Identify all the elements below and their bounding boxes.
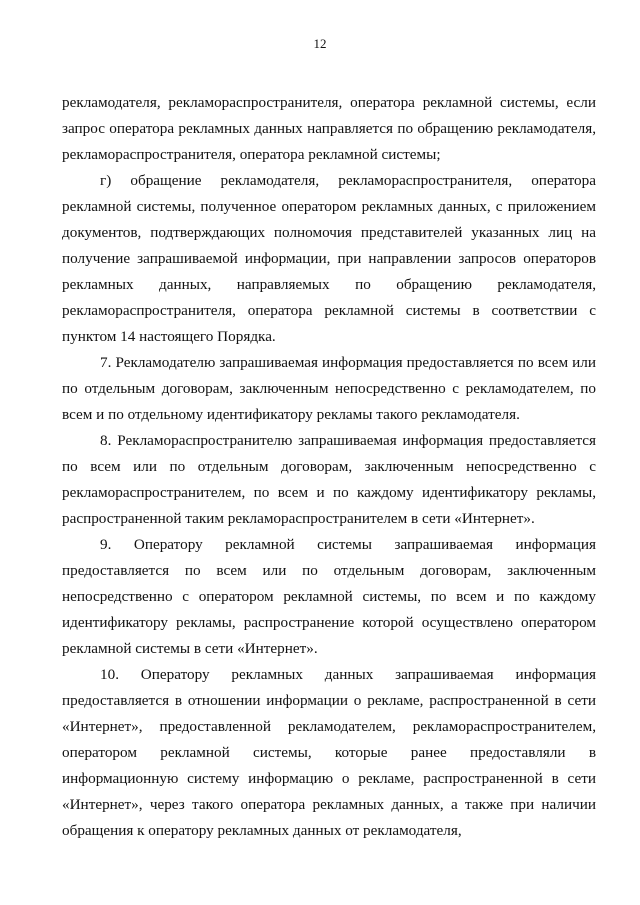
paragraph-continuation: рекламодателя, рекламораспространителя, оператора рекламной системы, если запрос оператора рекламных данных направляется по обращению рекламодателя, рекламораспространителя, оператора рекламной системы; <box>62 94 596 163</box>
page-number: 12 <box>313 36 327 51</box>
paragraph-7: 7. Рекламодателю запрашиваемая информация предоставляется по всем или по отдельным договорам, заключенным непосредственно с рекламодателем, по всем и по отдельному идентификатору рекламы такого рекламодателя. <box>62 354 596 423</box>
paragraph-item-g: г) обращение рекламодателя, рекламораспространителя, оператора рекламной системы, полученное оператором рекламных данных, с приложением документов, подтверждающих полномочия представителей указанных лиц на получение запрашиваемой информации, при направлении запросов операторов рекламных данных, направляемых по обращению рекламодателя, рекламораспространителя, оператора рекламной системы в соответствии с пунктом 14 настоящего Порядка. <box>62 172 596 345</box>
paragraph-10: 10. Оператору рекламных данных запрашиваемая информация предоставляется в отношении информации о рекламе, распространенной в сети «Интернет», предоставленной рекламодателем, рекламораспространителем, оператором рекламной системы, которые ранее предоставляли в информационную систему информацию о рекламе, распространенной в сети «Интернет», через такого оператора рекламных данных, а также при наличии обращения к оператору рекламных данных от рекламодателя, <box>62 666 596 839</box>
paragraph-8: 8. Рекламораспространителю запрашиваемая информация предоставляется по всем или по отдельным договорам, заключенным непосредственно с рекламораспространителем, по всем и по каждому идентификатору рекламы, распространенной таким рекламораспространителем в сети «Интернет». <box>62 432 596 527</box>
document-body <box>62 90 596 844</box>
paragraph-9: 9. Оператору рекламной системы запрашиваемая информация предоставляется по всем или по отдельным договорам, заключенным непосредственно с оператором рекламной системы, по всем и по каждому идентификатору рекламы, распространение которой осуществлено оператором рекламной системы в сети «Интернет». <box>62 536 596 657</box>
